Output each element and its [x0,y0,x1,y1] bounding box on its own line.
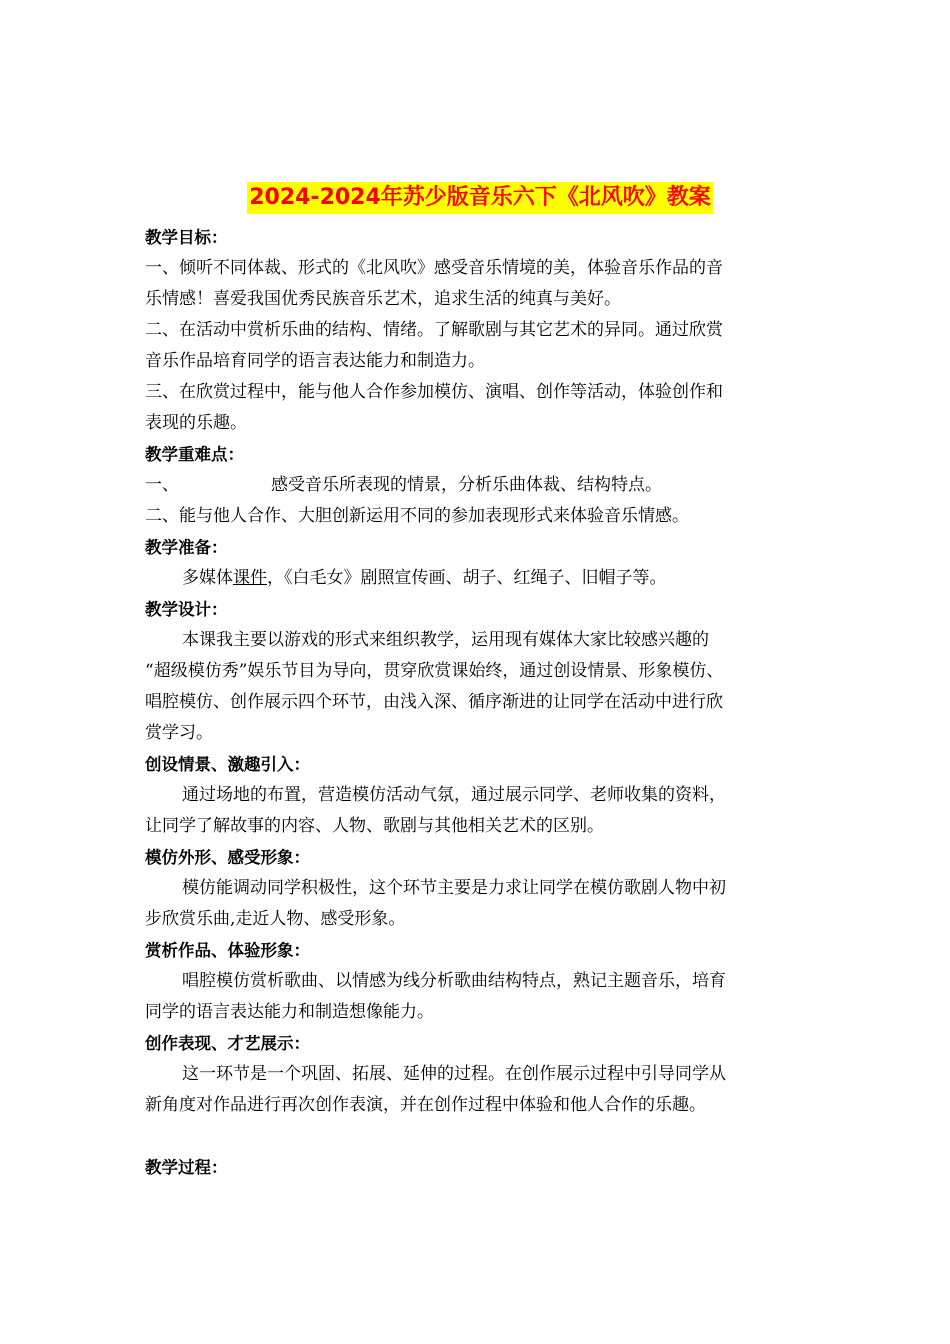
preparation-text-1: 多媒体 [182,568,233,588]
document-body [145,182,815,1183]
design-line: 本课我主要以游戏的形式来组织教学，运用现有媒体大家比较感兴趣的 [182,630,709,650]
keypoints-line-2: 二、能与他人合作、大胆创新运用不同的参加表现形式来体验音乐情感。 [145,506,689,526]
keypoints-line-1-text: 感受音乐所表现的情景，分析乐曲体裁、结构特点。 [271,475,662,495]
objectives-line: 表现的乐趣。 [145,413,247,433]
create-line: 这一环节是一个巩固、拓展、延伸的过程。在创作展示过程中引导同学从 [182,1064,726,1084]
document-title: 2024-2024年苏少版音乐六下《北风吹》教案 [247,182,713,214]
imitate-line: 模仿能调动同学积极性，这个环节主要是力求让同学在模仿歌剧人物中初 [182,878,726,898]
create-line: 新角度对作品进行再次创作表演，并在创作过程中体验和他人合作的乐趣。 [145,1095,706,1115]
appreciate-heading: 赏析作品、体验形象： [145,941,310,960]
preparation-text-2: ，《白毛女》剧照宣传画、胡子、红绳子、旧帽子等。 [267,568,667,588]
appreciate-line: 同学的语言表达能力和制造想像能力。 [145,1002,434,1022]
objectives-line: 二、在活动中赏析乐曲的结构、情绪。了解歌剧与其它艺术的异同。通过欣赏 [145,320,723,340]
objectives-line: 乐情感！喜爱我国优秀民族音乐艺术，追求生活的纯真与美好。 [145,289,621,309]
keypoints-line-1-prefix: 一、 [145,475,179,495]
preparation-heading: 教学准备： [145,538,228,557]
design-line: 赏学习。 [145,723,213,743]
objectives-line: 三、在欣赏过程中，能与他人合作参加模仿、演唱、创作等活动，体验创作和 [145,382,723,402]
scene-line: 通过场地的布置，营造模仿活动气氛，通过展示同学、老师收集的资料， [182,785,726,805]
imitate-line: 步欣赏乐曲,走近人物、感受形象。 [145,909,406,929]
objectives-line: 一、倾听不同体裁、形式的《北风吹》感受音乐情境的美，体验音乐作品的音 [145,258,723,278]
scene-line: 让同学了解故事的内容、人物、歌剧与其他相关艺术的区别。 [145,816,604,836]
blank-line [145,1121,815,1152]
imitate-heading: 模仿外形、感受形象： [145,848,310,867]
design-line: “超级模仿秀”娱乐节目为导向，贯穿欣赏课始终，通过创设情景、形象模仿、 [145,661,724,681]
create-heading: 创作表现、才艺展示： [145,1034,310,1053]
design-line: 唱腔模仿、创作展示四个环节，由浅入深、循序渐进的让同学在活动中进行欣 [145,692,723,712]
appreciate-line: 唱腔模仿赏析歌曲、以情感为线分析歌曲结构特点，熟记主题音乐，培育 [182,971,726,991]
process-heading: 教学过程： [145,1158,228,1177]
keypoints-heading: 教学重难点： [145,445,244,464]
objectives-line: 音乐作品培育同学的语言表达能力和制造力。 [145,351,485,371]
objectives-heading: 教学目标： [145,228,228,247]
preparation-line [145,563,815,594]
preparation-courseware-link[interactable]: 课件 [233,568,267,588]
title-container [145,182,815,220]
keypoints-line-1 [145,470,815,501]
design-heading: 教学设计： [145,600,228,619]
scene-heading: 创设情景、激趣引入： [145,755,310,774]
